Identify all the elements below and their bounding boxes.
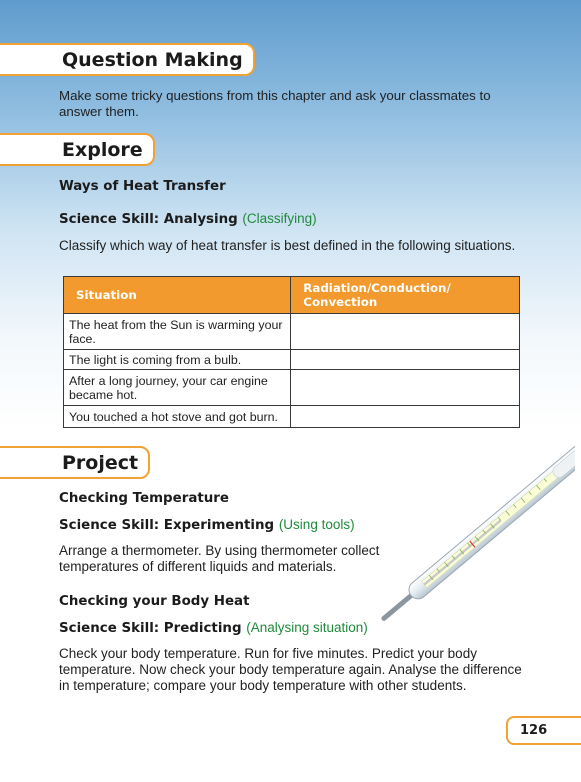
section-title-project: [0, 446, 150, 479]
table-cell-situation: After a long journey, your car engine became hot.: [64, 370, 291, 406]
thermometer-icon: [370, 434, 575, 634]
table-cell-answer[interactable]: [291, 370, 520, 406]
question-making-title-text: Question Making: [62, 48, 243, 71]
project-subtitle-body-heat: Checking your Body Heat: [59, 594, 250, 609]
table-cell-situation: You touched a hot stove and got burn.: [64, 406, 291, 428]
table-row: [64, 314, 520, 350]
table-cell-answer[interactable]: [291, 406, 520, 428]
explore-title-text: Explore: [62, 138, 143, 161]
page-number: 126: [506, 716, 581, 745]
table-header-situation: Situation: [64, 277, 291, 314]
table-cell-answer[interactable]: [291, 350, 520, 370]
explore-subtitle: Ways of Heat Transfer: [59, 179, 226, 194]
checking-temperature-body: Arrange a thermometer. By using thermometer collect temperatures of different liquids and materials.: [59, 543, 380, 574]
project-subtitle-checking-temperature: Checking Temperature: [59, 491, 229, 506]
project-skill-line-predicting: [59, 620, 368, 636]
section-title-explore: [0, 133, 155, 166]
table-cell-situation: The light is coming from a bulb.: [64, 350, 291, 370]
explore-instruction: Classify which way of heat transfer is best defined in the following situations.: [59, 238, 516, 253]
table-header-row: [64, 277, 520, 314]
table-cell-situation: The heat from the Sun is warming your face.: [64, 314, 291, 350]
table-cell-answer[interactable]: [291, 314, 520, 350]
experimenting-skill-tag: (Using tools): [278, 517, 355, 532]
table-row: [64, 370, 520, 406]
predicting-skill-label: Science Skill: Predicting: [59, 621, 242, 636]
section-title-question-making: [0, 43, 255, 76]
project-skill-line-experimenting: [59, 517, 355, 533]
explore-skill-line: [59, 211, 317, 227]
explore-skill-label: Science Skill: Analysing: [59, 212, 238, 227]
experimenting-skill-label: Science Skill: Experimenting: [59, 518, 275, 533]
body-heat-body: Check your body temperature. Run for five minutes. Predict your body temperature. Now check your body temperature again. Analyse the difference in temperature; compare your body temperature with other students.: [59, 646, 522, 693]
table-row: [64, 350, 520, 370]
question-making-body: Make some tricky questions from this chapter and ask your classmates to answer them.: [59, 88, 491, 119]
predicting-skill-tag: (Analysing situation): [246, 620, 368, 635]
project-title-text: Project: [62, 451, 139, 474]
explore-skill-tag: (Classifying): [242, 211, 317, 226]
table-row: [64, 406, 520, 428]
heat-transfer-table: [63, 276, 520, 428]
table-header-transfer-type: Radiation/Conduction/ Convection: [291, 277, 520, 314]
